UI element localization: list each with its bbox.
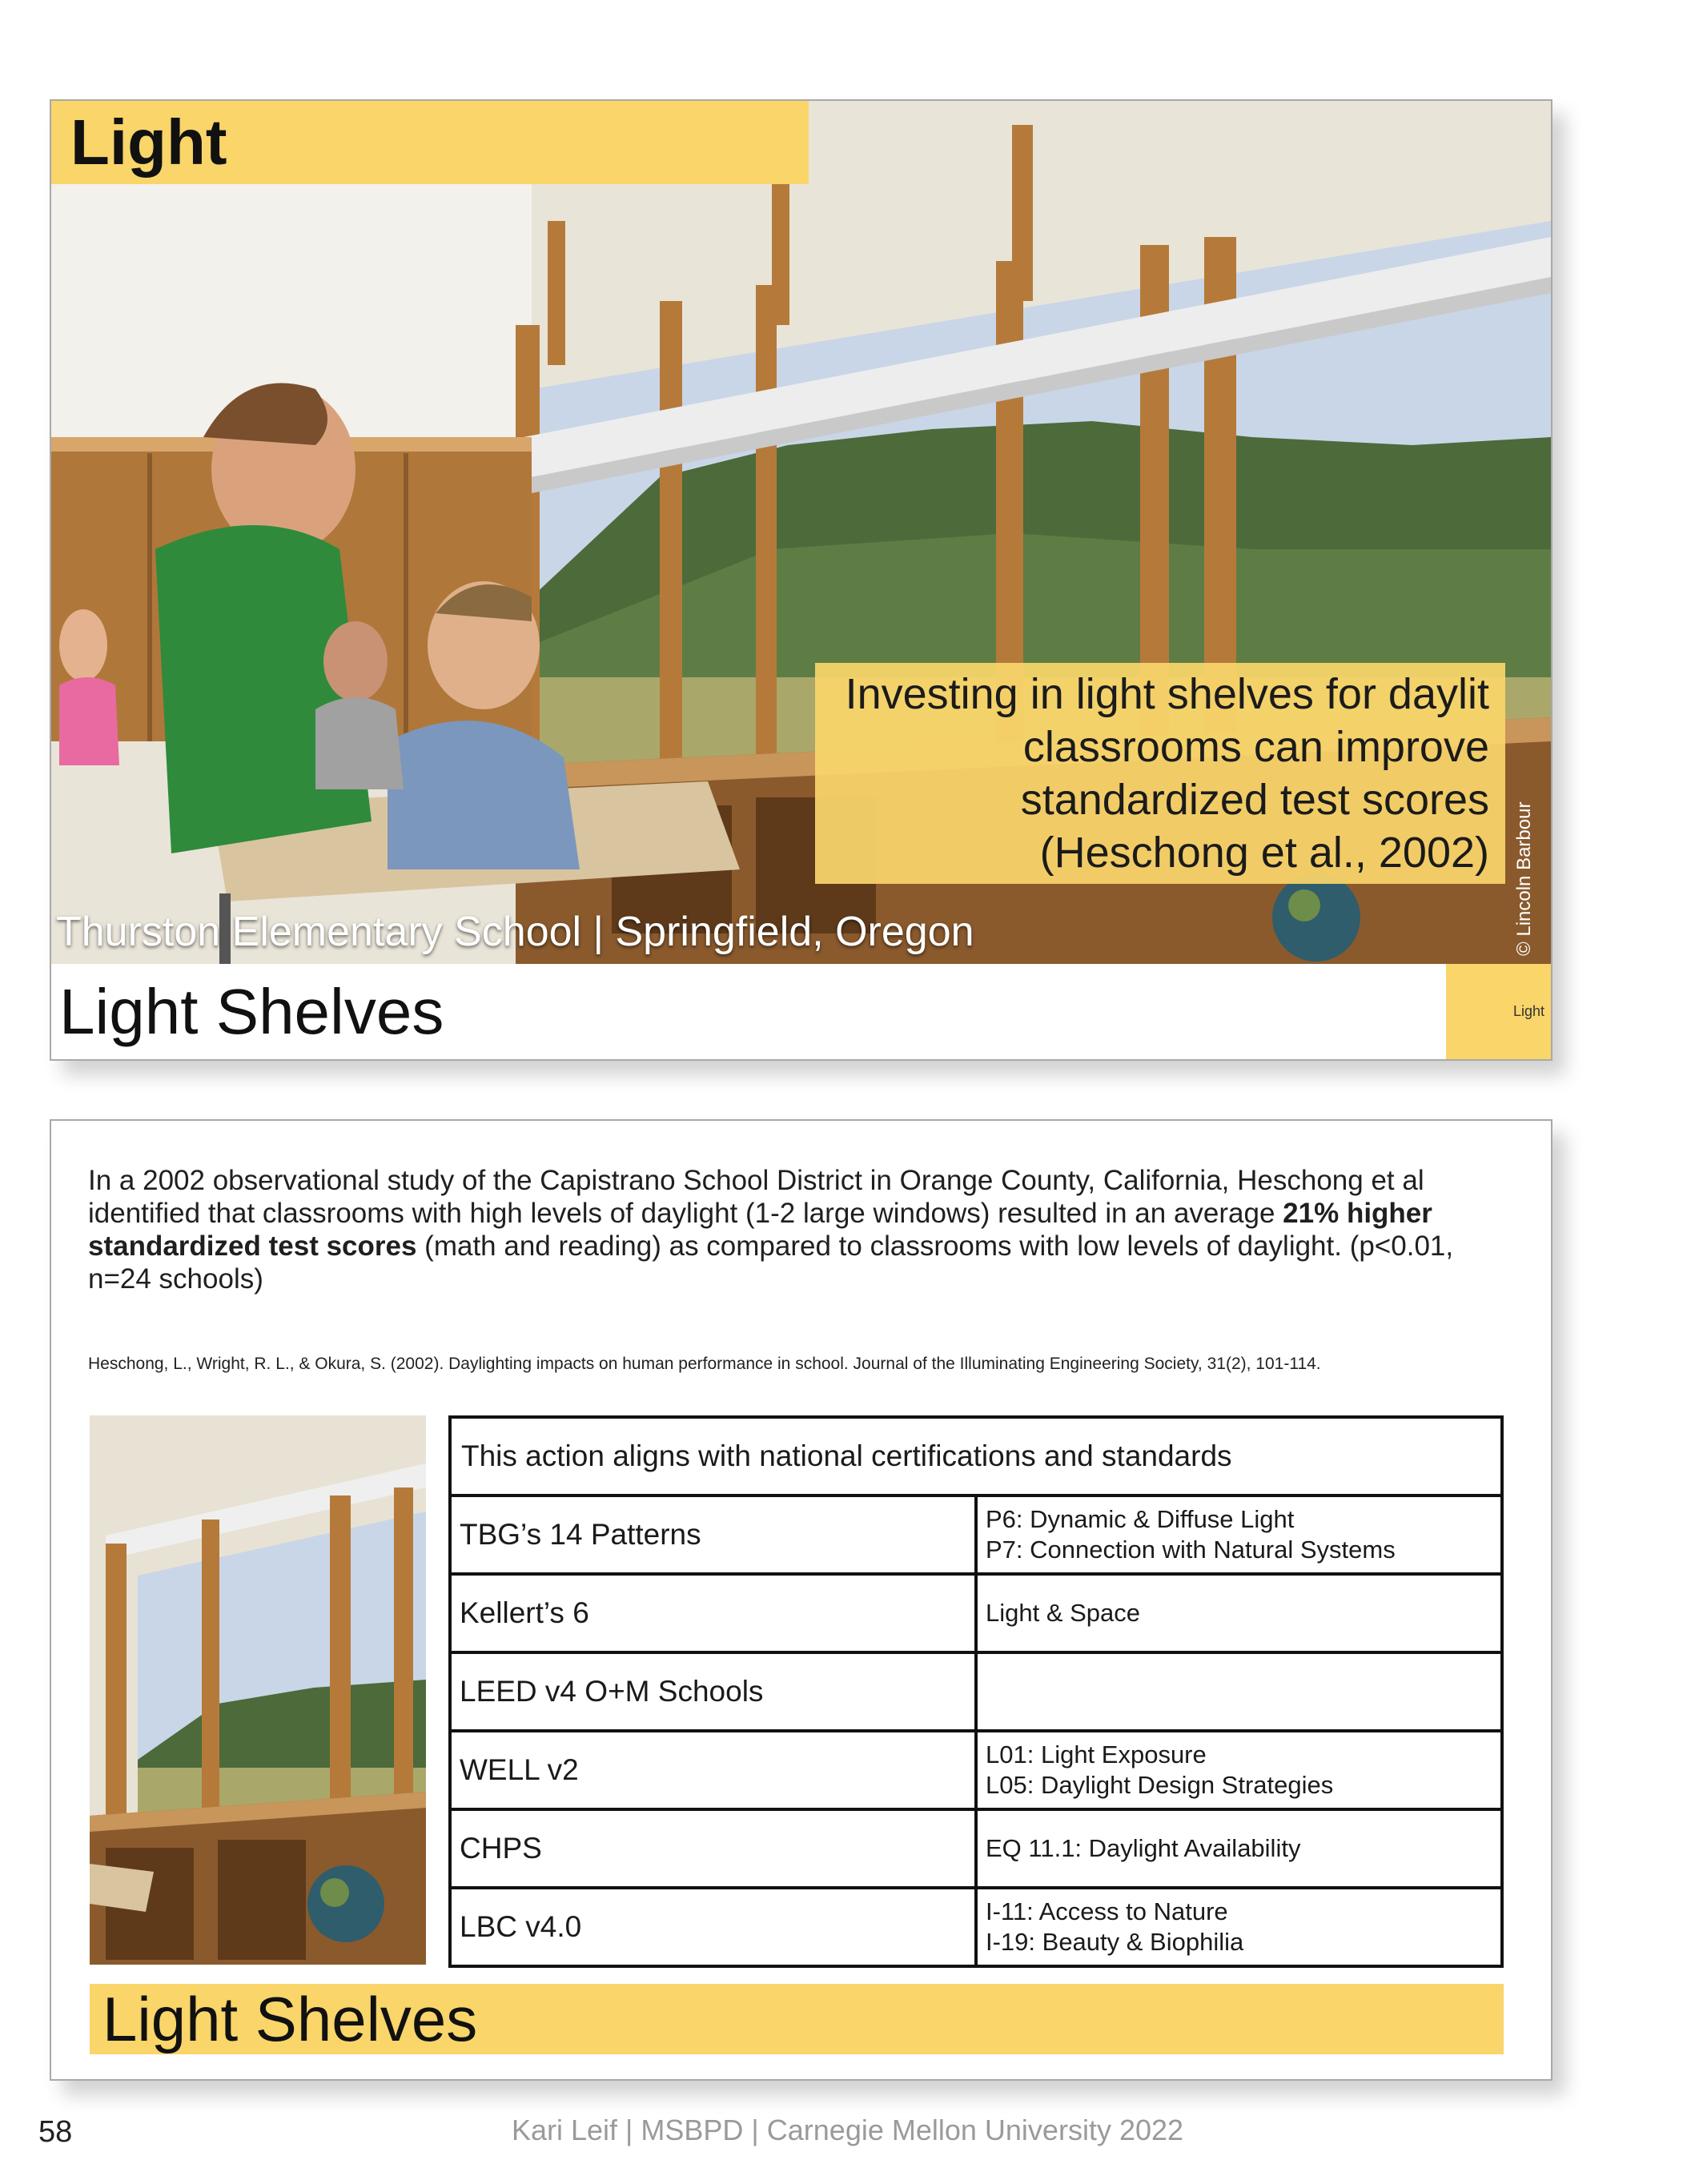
standard-name: TBG’s 14 Patterns [450, 1495, 976, 1574]
table-row [450, 1652, 1502, 1731]
classroom-thumbnail-illustration [90, 1415, 426, 1965]
classroom-thumbnail [90, 1415, 426, 1965]
standard-value [976, 1652, 1502, 1731]
standard-name: LBC v4.0 [450, 1888, 976, 1966]
table-row [450, 1574, 1502, 1652]
detail-card [50, 1119, 1552, 2081]
standard-name: WELL v2 [450, 1731, 976, 1809]
certification-table-header: This action aligns with national certifications and standards [450, 1417, 1502, 1495]
pull-quote: Investing in light shelves for daylit classrooms can improve standardized test scores (Heschong et al., 2002) [815, 663, 1505, 884]
standard-name: Kellert’s 6 [450, 1574, 976, 1652]
photo-location-caption: Thurston Elementary School | Springfield, Oregon [56, 909, 974, 955]
table-row [450, 1888, 1502, 1966]
reference-citation: Heschong, L., Wright, R. L., & Okura, S. (2002). Daylighting impacts on human performance in school. Journal of the Illuminating Engineering Society, 31(2), 101-114. [88, 1355, 1321, 1373]
standard-value: Light & Space [976, 1574, 1502, 1652]
section-side-tab: Light [1446, 964, 1551, 1059]
study-summary-intro: In a 2002 observational study of the Capistrano School District in Orange County, California, Heschong et al identified that classrooms with high levels of daylight (1-2 large windows) resulted in an average [88, 1165, 1424, 1229]
standard-value: EQ 11.1: Daylight Availability [976, 1809, 1502, 1888]
table-row [450, 1809, 1502, 1888]
standard-value: I-11: Access to Nature I-19: Beauty & Biophilia [976, 1888, 1502, 1966]
table-row [450, 1731, 1502, 1809]
page-number: 58 [38, 2115, 73, 2149]
study-summary-rest: (math and reading) as compared to classrooms with low levels of daylight. (p<0.01, n=24 schools) [88, 1231, 1454, 1295]
slide-title: Light Shelves [59, 976, 444, 1047]
top-slide-card [50, 99, 1552, 1061]
study-summary-highlight: 21% higher standardized test scores [88, 1198, 1432, 1262]
standard-value: L01: Light Exposure L05: Daylight Design Strategies [976, 1731, 1502, 1809]
standard-value: P6: Dynamic & Diffuse Light P7: Connection with Natural Systems [976, 1495, 1502, 1574]
study-summary [88, 1164, 1521, 1295]
photo-credit: © Lincoln Barbour [1513, 801, 1535, 956]
section-banner: Light Shelves [90, 1984, 1504, 2054]
table-row [450, 1495, 1502, 1574]
footer-credit: Kari Leif | MSBPD | Carnegie Mellon University 2022 [511, 2114, 1184, 2146]
standard-name: LEED v4 O+M Schools [450, 1652, 976, 1731]
standard-name: CHPS [450, 1809, 976, 1888]
certification-table [448, 1415, 1504, 1968]
category-tab: Light [51, 101, 809, 184]
